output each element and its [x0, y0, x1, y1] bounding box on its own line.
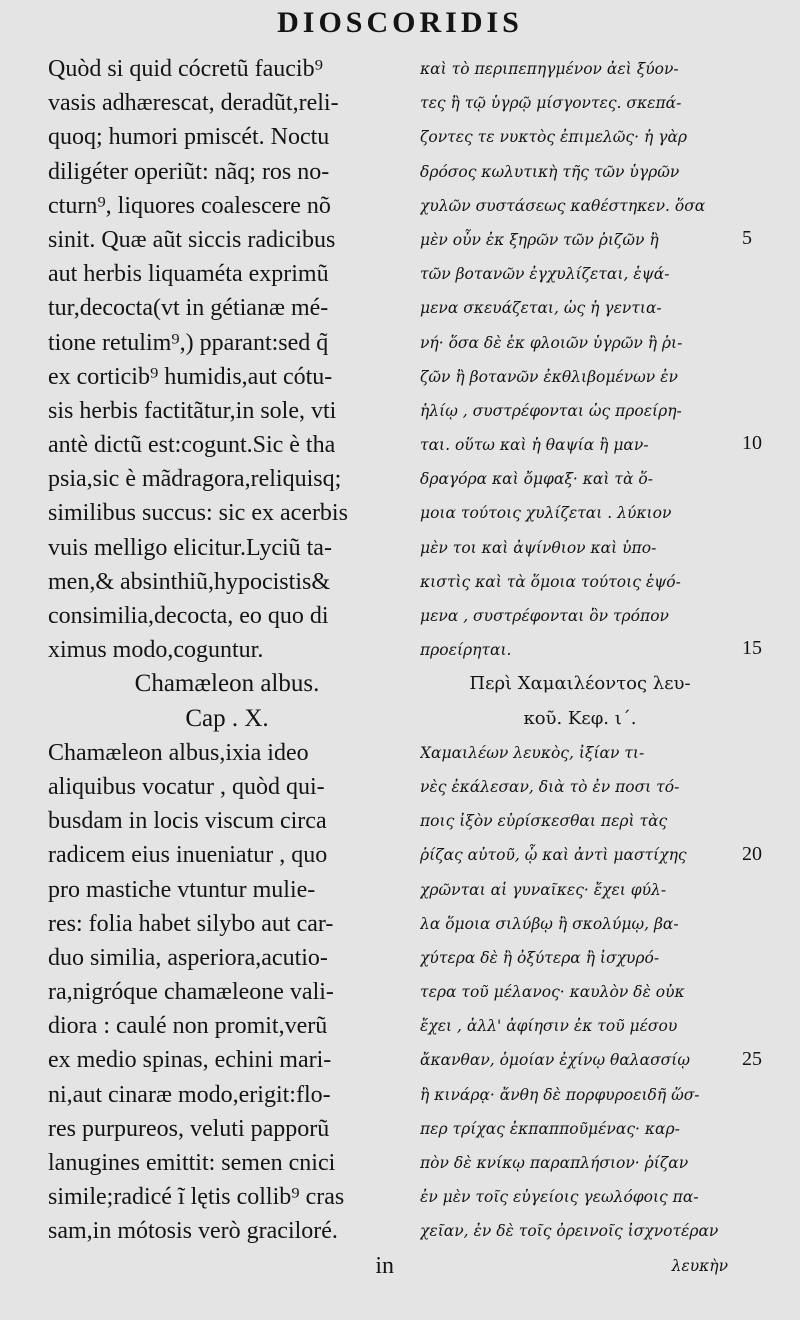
latin-text-line: ex corticib⁹ humidis,aut cótu- [48, 363, 333, 390]
greek-text-line: ποις ἰξὸν εὑρίσκεσθαι περὶ τὰς [420, 812, 668, 831]
latin-text-line: sinit. Quæ aũt siccis radicibus [48, 226, 336, 253]
greek-text-line: δραγόρα καὶ ὄμφαξ· καὶ τὰ ὅ- [420, 470, 653, 489]
greek-text-line: μενα σκευάζεται, ὡς ἡ γεντια- [420, 299, 662, 318]
latin-text-line: busdam in locis viscum circa [48, 808, 327, 835]
margin-line-number: 25 [742, 1047, 762, 1070]
latin-text-line: in [375, 1252, 394, 1279]
greek-text-line: μὲν οὖν ἐκ ξηρῶν τῶν ῥιζῶν ἢ [420, 230, 659, 249]
latin-text-line: Chamæleon albus,ixia ideo [48, 739, 309, 766]
latin-text-line: diora : caulé non promit,verũ [48, 1013, 328, 1040]
greek-text-line: νὲς ἐκάλεσαν, διὰ τὸ ἐν ποσι τό- [420, 777, 680, 796]
greek-text-line: χύτερα δὲ ἢ ὀξύτερα ἢ ἰσχυρό- [420, 948, 660, 967]
latin-text-line: res purpureos, veluti papporũ [48, 1115, 330, 1142]
running-header: DIOSCORIDIS [277, 6, 523, 39]
greek-text-line: ζοντες τε νυκτὸς ἐπιμελῶς· ἡ γὰρ [420, 128, 688, 147]
latin-text-line: men,& absinthiũ,hypocistis& [48, 568, 330, 595]
latin-text-line: Quòd si quid cócretũ faucib⁹ [48, 56, 323, 82]
latin-text-line: vasis adhærescat, deradũt,reli- [48, 90, 339, 117]
latin-text-line: aut herbis liquaméta exprimũ [48, 261, 329, 288]
margin-line-number: 20 [742, 842, 762, 865]
margin-line-number: 10 [742, 432, 762, 455]
latin-column [48, 52, 406, 1283]
greek-text-line: ἢ κινάρᾳ· ἄνθη δὲ πορφυροειδῆ ὥσ- [420, 1085, 700, 1104]
greek-text-line: μοια τούτοις χυλίζεται . λύκιον [420, 504, 672, 523]
greek-text-line: δρόσος κωλυτικὴ τῆς τῶν ὑγρῶν [420, 162, 680, 181]
margin-line-number: 5 [742, 227, 752, 249]
latin-text-line: sam,in mótosis verò graciloré. [48, 1218, 338, 1245]
greek-text-line: κιστὶς καὶ τὰ ὅμοια τούτοις ἑψό- [420, 572, 681, 591]
greek-text-line: τερα τοῦ μέλανος· καυλὸν δὲ οὐκ [420, 983, 685, 1002]
latin-text-line: consimilia,decocta, eo quo di [48, 603, 329, 629]
greek-text-line: ται. οὕτω καὶ ἡ θαψία ἢ μαν- [420, 436, 649, 455]
latin-text-line: vuis melligo elicitur.Lyciũ ta- [48, 534, 332, 561]
greek-text-line: νή· ὅσα δὲ ἐκ φλοιῶν ὑγρῶν ἢ ῥι- [420, 333, 683, 352]
greek-text-line: μὲν τοι καὶ ἀψίνθιον καὶ ὑπο- [420, 538, 657, 557]
latin-text-line: pro mastiche vtuntur mulie- [48, 876, 316, 903]
greek-text-line: περ τρίχας ἐκπαπποῦμένας· καρ- [420, 1119, 680, 1138]
latin-text-line: tur,decocta(vt in gétianæ mé- [48, 295, 329, 322]
greek-text-line: ἡλίῳ , συστρέφονται ὡς προείρη- [420, 401, 682, 420]
latin-text-line: diligéter operiũt: nãq; ros no- [48, 158, 330, 185]
greek-text-line: ἔχει , ἀλλ' ἀφίησιν ἐκ τοῦ μέσου [420, 1017, 678, 1036]
greek-text-line: καὶ τὸ περιπεπηγμένον ἀεὶ ξύον- [420, 60, 679, 78]
margin-line-number: 15 [742, 637, 762, 660]
latin-text-line: psia,sic è mãdragora,reliquisq; [48, 466, 342, 493]
greek-text-line: χρῶνται αἱ γυναῖκες· ἔχει φύλ- [420, 880, 667, 899]
greek-text-line: ζῶν ἢ βοτανῶν ἐκθλιβομένων ἐν [420, 367, 678, 386]
greek-text-line: μενα , συστρέφονται ὃν τρόπον [420, 607, 669, 625]
latin-text-line: Chamæleon albus. [134, 670, 320, 698]
latin-text-line: res: folia habet silybo aut car- [48, 910, 334, 937]
greek-text-line: λα ὅμοια σιλύβῳ ἢ σκολύμῳ, βα- [420, 914, 679, 933]
latin-text-line: ra,nigróque chamæleone vali- [48, 979, 334, 1006]
latin-text-line: simile;radicé ĩ lętis collib⁹ cras [48, 1184, 345, 1211]
greek-text-line: Χαμαιλέων λευκὸς, ἰξίαν τι- [420, 743, 645, 762]
latin-text-line: radicem eius inueniatur , quo [48, 842, 328, 869]
greek-text-line: κοῦ. Κεφ. ι΄. [523, 707, 637, 729]
latin-text-line: similibus succus: sic ex acerbis [48, 500, 348, 527]
latin-text-line: sis herbis factitãtur,in sole, vti [48, 397, 337, 424]
greek-text-line: λευκὴν [671, 1256, 728, 1275]
latin-text-line: cturn⁹, liquores coalescere nõ [48, 192, 331, 219]
latin-text-line: ximus modo,coguntur. [48, 637, 264, 664]
latin-text-line: duo similia, asperiora,acutio- [48, 944, 328, 971]
latin-text-line: tione retulim⁹,) pparant:sed q̃ [48, 329, 329, 356]
greek-text-line: ἐν μὲν τοῖς εὐγείοις γεωλόφοις πα- [420, 1188, 699, 1207]
latin-text-line: ni,aut cinaræ modo,erigit:flo- [48, 1081, 331, 1108]
latin-text-line: quoq; humori pmiscét. Noctu [48, 124, 330, 151]
greek-text-line: χεῖαν, ἐν δὲ τοῖς ὀρεινοῖς ἰσχνοτέραν [420, 1222, 719, 1241]
greek-text-line: προείρηται. [420, 641, 512, 660]
latin-text-line: aliquibus vocatur , quòd qui- [48, 773, 325, 800]
latin-text-line: antè dictũ est:cogunt.Sic è tha [48, 432, 336, 459]
greek-text-line: Περὶ Χαμαιλέοντος λευ- [469, 673, 691, 695]
greek-text-line: τῶν βοτανῶν ἐγχυλίζεται, ἑψά- [420, 265, 670, 284]
latin-text-line: Cap . X. [185, 704, 269, 732]
greek-text-line: πὸν δὲ κνίκῳ παραπλήσιον· ῥίζαν [420, 1154, 689, 1172]
greek-text-line: ἄκανθαν, ὁμοίαν ἐχίνῳ θαλασσίῳ [420, 1051, 690, 1070]
latin-text-line: ex medio spinas, echini mari- [48, 1047, 332, 1074]
greek-text-line: χυλῶν συστάσεως καθέστηκεν. ὅσα [420, 196, 706, 215]
greek-text-line: τες ἢ τῷ ὑγρῷ μίσγοντες. σκεπά- [420, 94, 682, 113]
greek-column [420, 52, 740, 1283]
latin-text-line: lanugines emittit: semen cnici [48, 1150, 336, 1176]
greek-text-line: ῥίζας αὐτοῦ, ᾧ καὶ ἀντὶ μαστίχης [420, 846, 687, 865]
